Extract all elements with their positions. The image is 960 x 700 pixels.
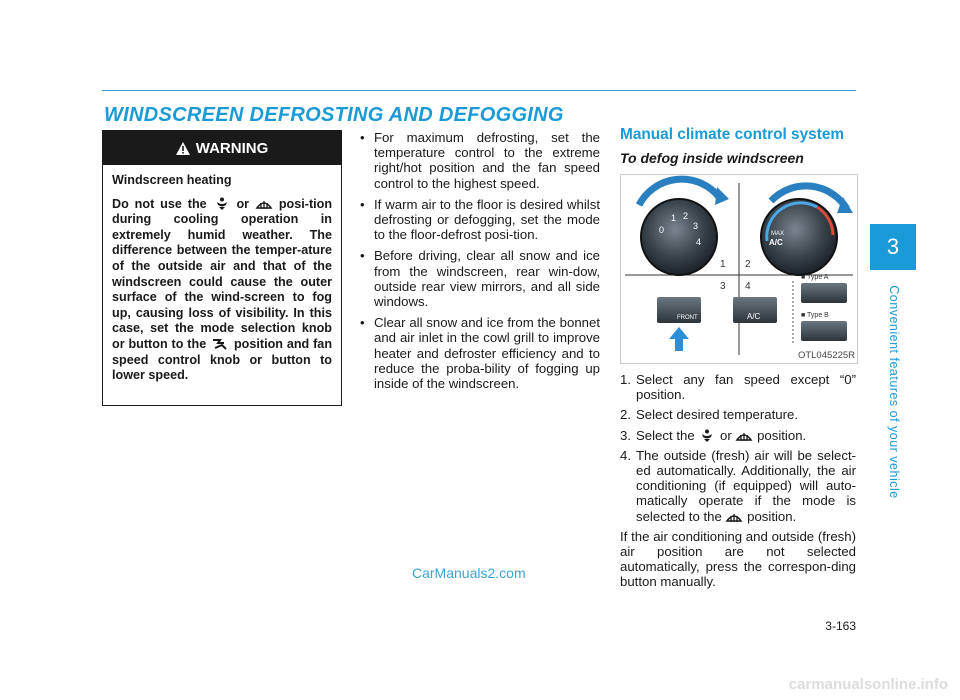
warning-header [103, 131, 341, 165]
recirculation-button-type-b[interactable] [801, 321, 847, 341]
page-number: 3-163 [825, 619, 856, 633]
face-floor-icon [210, 337, 230, 351]
svg-text:MAX: MAX [771, 231, 785, 237]
warning-text: Do not use the or posi-tion during cooling operation in extremely humid weather. The difference between the temper-ature of the outside air and that of the windscreen could cause the outer surface of the wind-screen to fog up, causing loss of visibility. In this case, set the mode selection knob or button to the position and fan speed control knob or button to lower speed. [112, 196, 333, 383]
chapter-number: 3 [886, 234, 900, 259]
svg-text:4: 4 [696, 237, 702, 247]
figure-code: OTL045225R [797, 350, 855, 361]
defrost-icon [735, 429, 753, 443]
bullet-item: • If warm air to the floor is desired whilst defrosting or defogging, set the mode to the floor-defrost posi-tion. [360, 196, 600, 243]
recirculation-button-type-a[interactable] [801, 283, 847, 303]
climate-control-illustration [621, 175, 857, 363]
svg-text:A/C: A/C [769, 238, 783, 247]
middle-column [356, 130, 600, 397]
watermark-link[interactable]: CarManuals2.com [412, 565, 526, 581]
section-title: WINDSCREEN DEFROSTING AND DEFOGGING [104, 104, 564, 126]
svg-text:■ Type A: ■ Type A [801, 274, 829, 281]
svg-text:3: 3 [720, 281, 726, 292]
bullet-item: • Before driving, clear all snow and ice from the windscreen, rear win-dow, outside rear view mirrors, and all side windows. [360, 248, 600, 310]
floor-defrost-icon [213, 197, 231, 211]
step-item: 3. Select the or position. [620, 427, 807, 443]
svg-text:4: 4 [745, 281, 751, 292]
subsection-heading: Manual climate control system [620, 126, 845, 143]
warning-subtitle: Windscreen heating [112, 173, 232, 187]
step-item: 4. The outside (fresh) air will be select-ed automatically. Additionally, the air conditioning (if equipped) will auto-matically operate if the mode is selected to the position. [620, 447, 856, 524]
chapter-title-vertical [884, 287, 904, 497]
bullet-item: • Clear all snow and ice from the bonnet and air inlet in the cowl grill to improve heater and defroster efficiency and to reduce the proba-bility of fogging up inside of the windscreen. [360, 315, 600, 392]
bullet-item: • For maximum defrosting, set the temperature control to the extreme right/hot position and the fan speed control to the highest speed. [360, 130, 600, 191]
chapter-tab[interactable] [870, 224, 916, 270]
procedure-heading: To defog inside windscreen [620, 150, 804, 166]
chapter-title: Convenient features of your vehicle [887, 285, 901, 499]
right-column [620, 126, 856, 590]
svg-text:2: 2 [683, 211, 689, 221]
climate-control-figure [620, 174, 858, 364]
floor-defrost-icon [698, 429, 716, 443]
svg-text:FRONT: FRONT [677, 315, 698, 321]
svg-text:A/C: A/C [747, 312, 761, 321]
defrost-icon [255, 197, 273, 211]
svg-text:2: 2 [745, 259, 751, 270]
svg-text:1: 1 [720, 259, 726, 270]
svg-text:3: 3 [693, 221, 699, 231]
warning-label: WARNING [195, 139, 269, 157]
step-item: 1. Select any fan speed except “0” position. [620, 372, 856, 403]
top-rule [102, 90, 856, 91]
temperature-knob[interactable] [761, 199, 837, 275]
fan-speed-knob[interactable] [641, 199, 717, 275]
svg-text:1: 1 [671, 213, 677, 223]
defrost-icon [725, 510, 743, 524]
closing-paragraph: If the air conditioning and outside (fresh) air position are not selected automatically, press the correspon-ding button manually. [620, 528, 856, 590]
watermark-corner: carmanualsonline.info [788, 676, 948, 693]
svg-text:0: 0 [659, 225, 665, 235]
step-item: 2. Select desired temperature. [620, 407, 798, 423]
svg-text:■ Type B: ■ Type B [801, 312, 829, 319]
warning-box [102, 130, 342, 406]
warning-triangle-icon [176, 142, 190, 155]
